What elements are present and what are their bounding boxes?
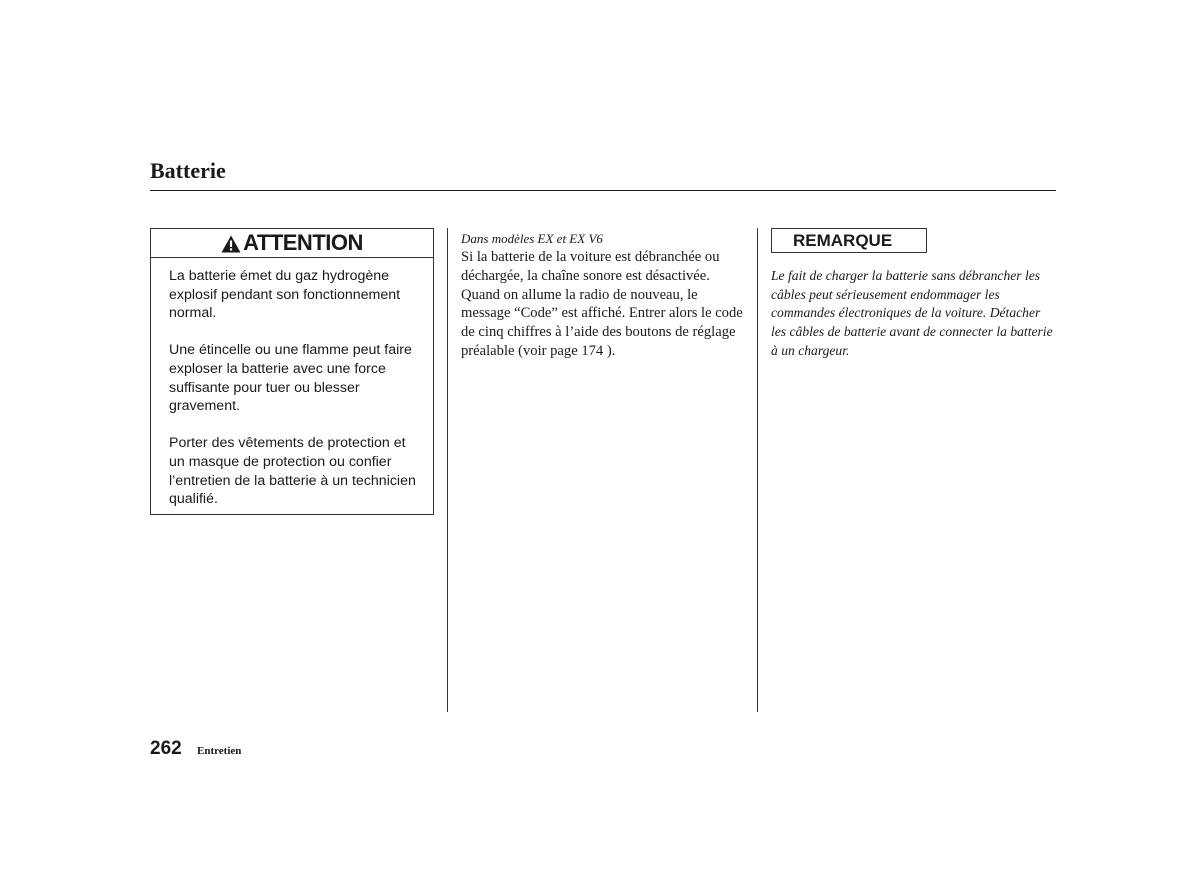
- attention-paragraph: Une étincelle ou une flamme peut faire exploser la batterie avec une force suffisante pour tuer ou blesser gravement.: [169, 342, 412, 415]
- radio-code-section: [461, 231, 746, 361]
- footer-section-name: Entretien: [197, 745, 242, 757]
- attention-paragraph: Porter des vêtements de protection et un masque de protection ou confier l’entretien de la batterie à un technicien qualifié.: [169, 435, 416, 508]
- column-divider: [757, 228, 758, 712]
- warning-triangle-icon: [221, 235, 241, 253]
- attention-warning-box: [150, 228, 434, 515]
- remarque-text: Le fait de charger la batterie sans débrancher les câbles peut sérieusement endommager les commandes électroniques de la voiture. Détacher les câbles de batterie avant de connecter la batterie à un chargeur.: [771, 268, 1053, 358]
- attention-label: ATTENTION: [243, 230, 363, 255]
- page-title: Batterie: [150, 158, 226, 183]
- model-note: Dans modèles EX et EX V6: [461, 231, 603, 246]
- remarque-label-box: REMARQUE: [771, 228, 927, 253]
- radio-code-text: Si la batterie de la voiture est débranchée ou déchargée, la chaîne sonore est désactivée. Quand on allume la radio de nouveau, le message “Code” est affiché. Entrer alors le code de cinq chiffres à l’aide des boutons de réglage préalable (voir page 174 ).: [461, 249, 743, 359]
- attention-paragraph: La batterie émet du gaz hydrogène explosif pendant son fonctionnement normal.: [169, 268, 401, 322]
- title-divider: [150, 190, 1056, 191]
- page-number: 262: [150, 738, 182, 759]
- attention-body: [151, 258, 433, 509]
- attention-header: [151, 229, 433, 258]
- column-divider: [447, 228, 448, 712]
